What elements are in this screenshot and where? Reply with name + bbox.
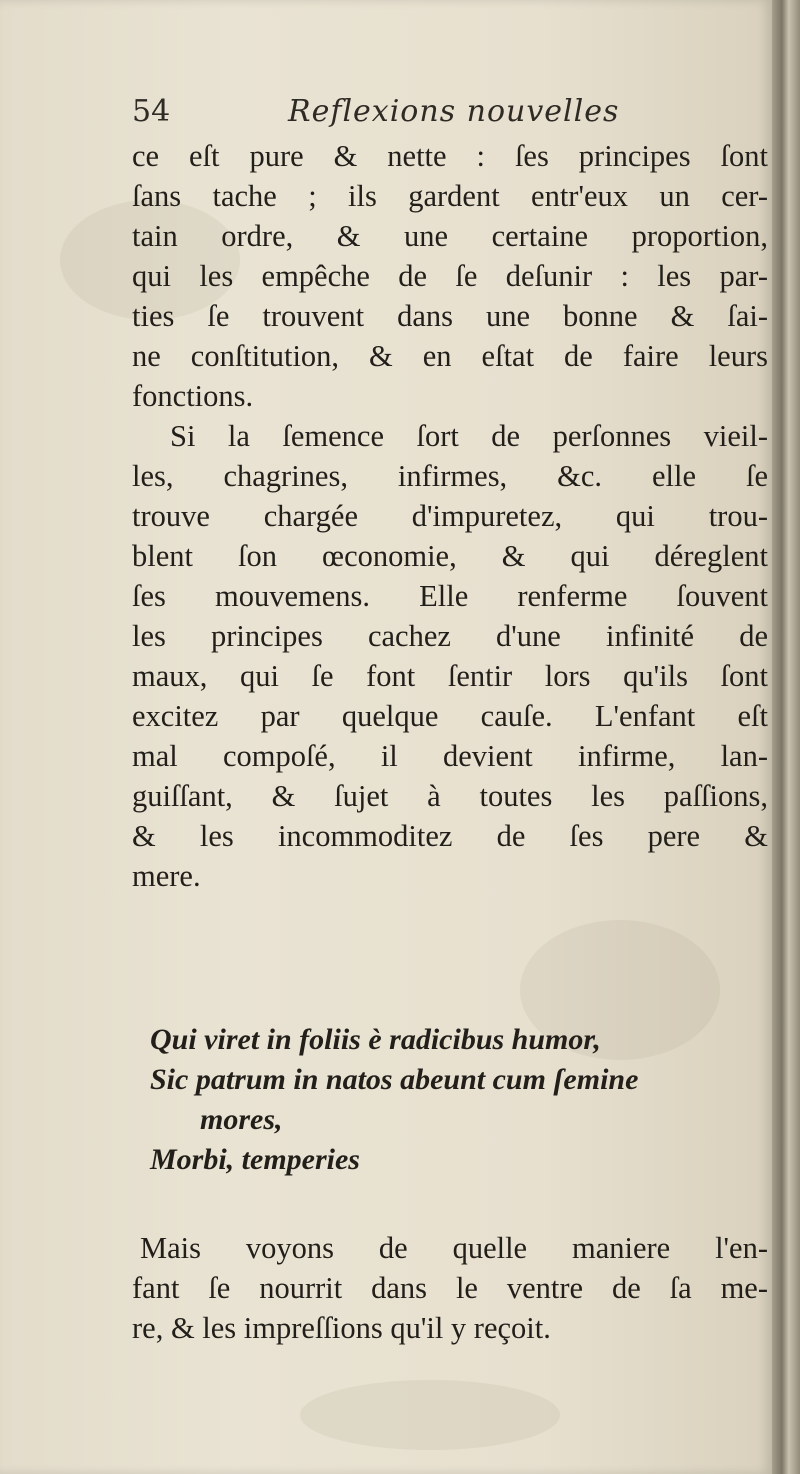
text-line: Si la ſemence ſort de perſonnes vieil- bbox=[170, 419, 768, 453]
verse-line: Qui viret in foliis è radicibus humor, bbox=[150, 1023, 601, 1056]
text-line: ties ſe trouvent dans une bonne & ſai- bbox=[132, 299, 768, 333]
text-line: & les incommoditez de ſes pere & bbox=[132, 819, 768, 853]
closing-paragraph bbox=[132, 1228, 768, 1348]
page-header bbox=[132, 94, 772, 140]
text-line: re, & les impreſſions qu'il y reçoit. bbox=[132, 1311, 551, 1345]
text-line: guiſſant, & ſujet à toutes les paſſions, bbox=[132, 779, 768, 813]
verse-line: Sic patrum in natos abeunt cum ſemine bbox=[150, 1063, 639, 1096]
text-line: qui les empêche de ſe deſunir : les par- bbox=[132, 259, 768, 293]
text-line: fonctions. bbox=[132, 379, 254, 413]
text-line: ne conſtitution, & en eſtat de faire leurs bbox=[132, 339, 768, 373]
text-line: maux, qui ſe font ſentir lors qu'ils ſont bbox=[132, 659, 768, 693]
text-line: mal compoſé, il devient infirme, lan- bbox=[132, 739, 768, 773]
book-spine-edge bbox=[772, 0, 800, 1474]
text-line: ſans tache ; ils gardent entr'eux un cer- bbox=[132, 179, 768, 213]
text-line: ce eſt pure & nette : ſes principes ſont bbox=[132, 139, 768, 173]
text-line: mere. bbox=[132, 859, 201, 893]
text-line: les principes cachez d'une infinité de bbox=[132, 619, 768, 653]
text-line: fant ſe nourrit dans le ventre de ſa me- bbox=[132, 1271, 768, 1305]
text-line: les, chagrines, infirmes, &c. elle ſe bbox=[132, 459, 768, 493]
text-line: trouve chargée d'impuretez, qui trou- bbox=[132, 499, 768, 533]
paper-stain bbox=[300, 1380, 560, 1450]
text-line: Mais voyons de quelle maniere l'en- bbox=[140, 1231, 768, 1265]
text-line: ſes mouvemens. Elle renferme ſouvent bbox=[132, 579, 768, 613]
text-line: tain ordre, & une certaine proportion, bbox=[132, 219, 768, 253]
latin-verse bbox=[150, 1018, 770, 1178]
verse-line: mores, bbox=[200, 1103, 283, 1136]
text-line: blent ſon œconomie, & qui déreglent bbox=[132, 539, 768, 573]
text-line: excitez par quelque cauſe. L'enfant eſt bbox=[132, 699, 768, 733]
verse-line: Morbi, temperies bbox=[150, 1143, 360, 1176]
running-title: Reflexions nouvelles bbox=[288, 94, 620, 129]
page-number: 54 bbox=[132, 94, 171, 129]
main-text-block bbox=[132, 136, 768, 896]
